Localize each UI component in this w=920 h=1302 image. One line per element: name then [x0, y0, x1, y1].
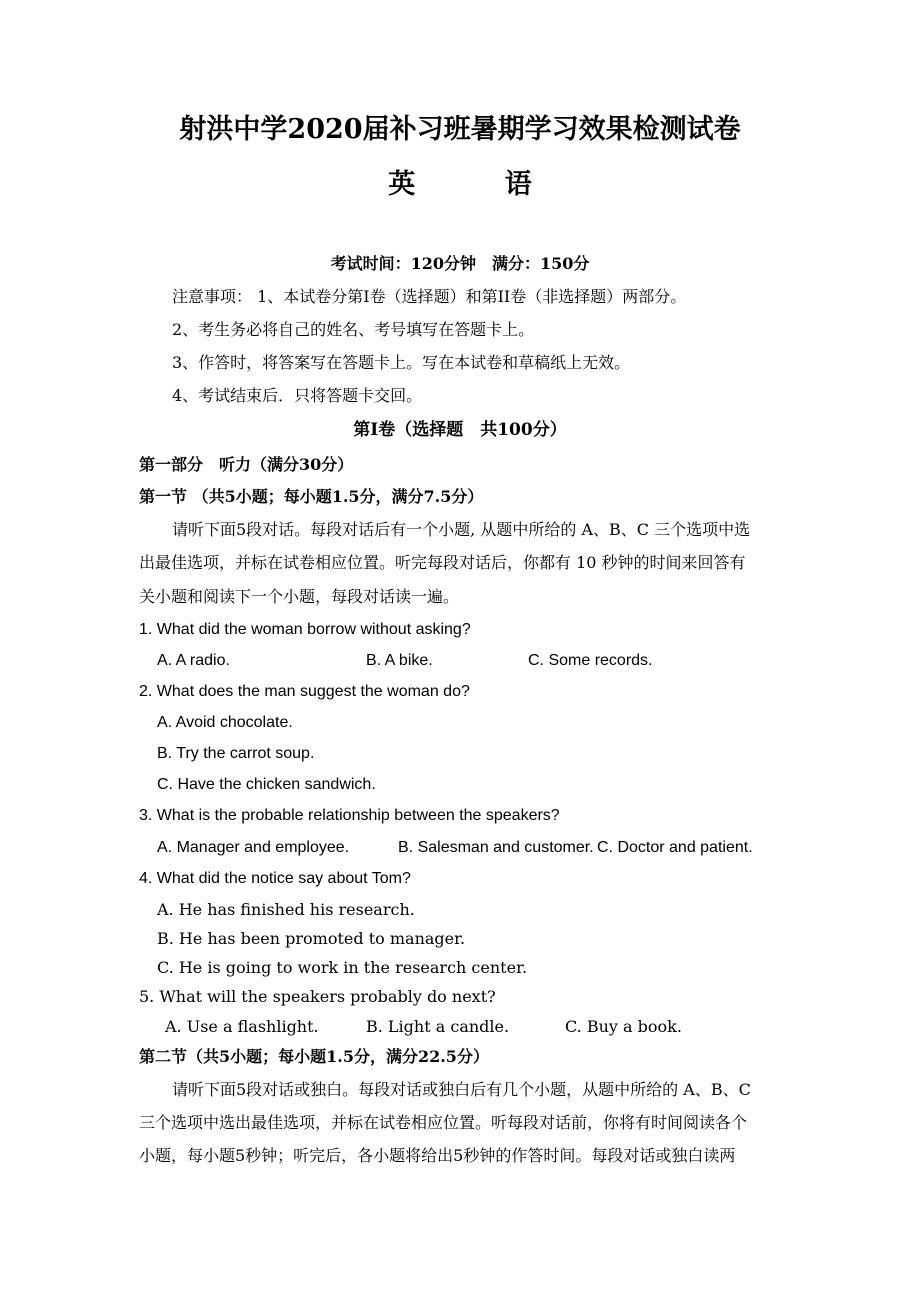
option: B. Light a candle.: [366, 1017, 510, 1036]
option: B. Try the carrot soup.: [157, 745, 315, 762]
part1-heading: 第一部分 听力（满分30分）: [139, 455, 354, 474]
option: A. A radio.: [157, 652, 230, 669]
option: B. Salesman and customer.: [398, 839, 594, 856]
volume1-heading: 第Ⅰ卷（选择题 共100分）: [353, 420, 567, 440]
exam-title: 射洪中学2020届补习班暑期学习效果检测试卷: [179, 114, 741, 145]
section1-instructions: 请听下面5段对话。每段对话后有一个小题, 从题中所给的 A、B、C 三个选项中选: [172, 520, 751, 539]
section2-instructions: 请听下面5段对话或独白。每段对话或独白后有几个小题，从题中所给的 A、B、C: [172, 1080, 751, 1099]
section2-heading: 第二节（共5小题；每小题1.5分，满分22.5分）: [139, 1047, 489, 1066]
note-4: 4、考试结束后．只将答题卡交回。: [172, 386, 423, 405]
subject-title: 英 语: [388, 169, 572, 200]
question-1: 1. What did the woman borrow without asking?: [139, 621, 471, 638]
option: C. Have the chicken sandwich.: [157, 776, 376, 793]
option: A. He has finished his research.: [157, 900, 415, 919]
exam-info: 考试时间：120分钟 满分：150分: [330, 254, 590, 273]
note-1: 注意事项： 1、本试卷分第Ⅰ卷（选择题）和第II卷（非选择题）两部分。: [172, 287, 687, 306]
option: C. He is going to work in the research center.: [157, 958, 528, 977]
option: A. Avoid chocolate.: [157, 714, 293, 731]
option: A. Manager and employee.: [157, 839, 350, 856]
question-4: 4. What did the notice say about Tom?: [139, 870, 411, 887]
question-3: 3. What is the probable relationship between the speakers?: [139, 807, 560, 824]
option: C. Doctor and patient.: [597, 839, 753, 856]
option: C. Buy a book.: [565, 1017, 682, 1036]
option: B. A bike.: [366, 652, 433, 669]
question-2: 2. What does the man suggest the woman do?: [139, 683, 470, 700]
question-5: 5. What will the speakers probably do next?: [139, 987, 496, 1006]
option: A. Use a flashlight.: [165, 1017, 319, 1036]
section1-heading: 第一节 （共5小题；每小题1.5分，满分7.5分）: [139, 487, 484, 506]
section1-instructions: 关小题和阅读下一个小题，每段对话读一遍。: [139, 587, 460, 606]
section2-instructions: 三个选项中选出最佳选项，并标在试卷相应位置。听每段对话前，你将有时间阅读各个: [139, 1113, 748, 1132]
option: C. Some records.: [528, 652, 653, 669]
option: B. He has been promoted to manager.: [157, 929, 466, 948]
section2-instructions: 小题，每小题5秒钟；听完后，各小题将给出5秒钟的作答时间。每段对话或独白读两: [139, 1146, 736, 1165]
note-2: 2、考生务必将自己的姓名、考号填写在答题卡上。: [172, 320, 535, 339]
section1-instructions: 出最佳选项，并标在试卷相应位置。听完每段对话后，你都有 10 秒钟的时间来回答有: [139, 553, 746, 572]
note-3: 3、作答时，将答案写在答题卡上。写在本试卷和草稿纸上无效。: [172, 353, 631, 372]
